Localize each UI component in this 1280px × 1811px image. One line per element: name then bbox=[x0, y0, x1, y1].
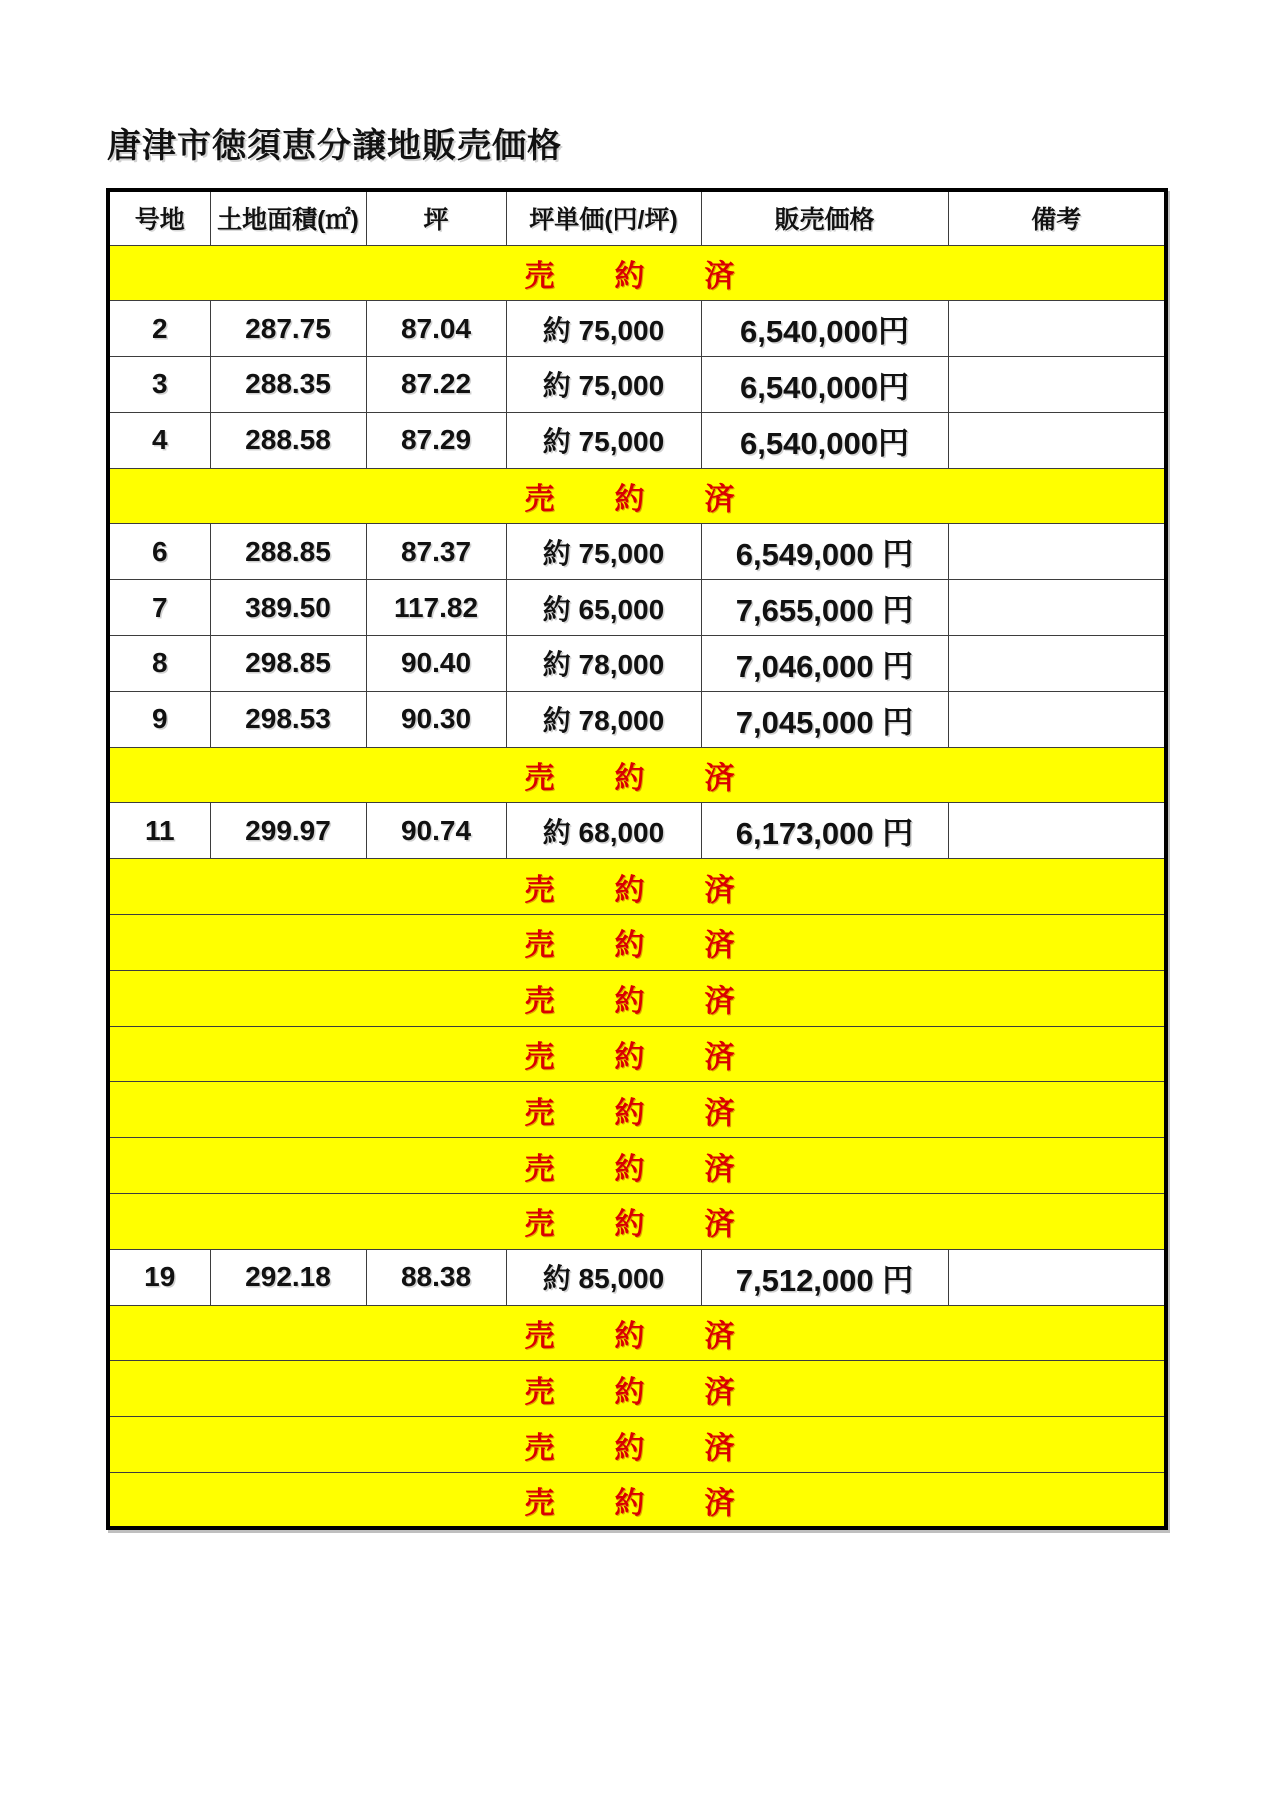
sold-out-row bbox=[108, 1194, 1166, 1250]
table-row bbox=[108, 691, 1166, 747]
sold-out-label: 売 約 済 bbox=[108, 970, 1166, 1026]
tsubo-cell: 87.22 bbox=[366, 357, 506, 413]
unit-price-cell: 約 78,000 bbox=[506, 636, 701, 692]
land-area-cell: 389.50 bbox=[210, 580, 366, 636]
sold-out-row bbox=[108, 1305, 1166, 1361]
sold-out-row bbox=[108, 859, 1166, 915]
table-header bbox=[108, 190, 1166, 245]
land-area-cell: 288.58 bbox=[210, 412, 366, 468]
land-area-cell: 288.35 bbox=[210, 357, 366, 413]
unit-price-cell: 約 65,000 bbox=[506, 580, 701, 636]
tsubo-cell: 88.38 bbox=[366, 1249, 506, 1305]
col-unit-price: 坪単価(円/坪) bbox=[506, 190, 701, 245]
lot-number-cell: 4 bbox=[108, 412, 210, 468]
sold-out-row bbox=[108, 468, 1166, 524]
table-row bbox=[108, 580, 1166, 636]
lot-number-cell: 19 bbox=[108, 1249, 210, 1305]
tsubo-cell: 87.37 bbox=[366, 524, 506, 580]
sale-price-cell: 6,540,000円 bbox=[701, 301, 948, 357]
tsubo-cell: 87.04 bbox=[366, 301, 506, 357]
sale-price-cell: 7,046,000 円 bbox=[701, 636, 948, 692]
col-tsubo: 坪 bbox=[366, 190, 506, 245]
remarks-cell bbox=[948, 691, 1166, 747]
tsubo-cell: 117.82 bbox=[366, 580, 506, 636]
unit-price-cell: 約 75,000 bbox=[506, 301, 701, 357]
sale-price-cell: 7,045,000 円 bbox=[701, 691, 948, 747]
col-remarks: 備考 bbox=[948, 190, 1166, 245]
page-title: 唐津市徳須恵分譲地販売価格 bbox=[107, 127, 562, 165]
unit-price-cell: 約 75,000 bbox=[506, 524, 701, 580]
sold-out-row bbox=[108, 970, 1166, 1026]
table-row bbox=[108, 636, 1166, 692]
lot-number-cell: 9 bbox=[108, 691, 210, 747]
table-row bbox=[108, 1249, 1166, 1305]
remarks-cell bbox=[948, 412, 1166, 468]
remarks-cell bbox=[948, 357, 1166, 413]
land-area-cell: 288.85 bbox=[210, 524, 366, 580]
sold-out-row bbox=[108, 1361, 1166, 1417]
header-row bbox=[108, 190, 1166, 245]
table-body bbox=[108, 245, 1166, 1528]
sold-out-label: 売 約 済 bbox=[108, 859, 1166, 915]
sale-price-cell: 6,173,000 円 bbox=[701, 803, 948, 859]
remarks-cell bbox=[948, 636, 1166, 692]
lot-number-cell: 6 bbox=[108, 524, 210, 580]
sold-out-label: 売 約 済 bbox=[108, 1026, 1166, 1082]
remarks-cell bbox=[948, 803, 1166, 859]
sold-out-label: 売 約 済 bbox=[108, 468, 1166, 524]
sold-out-label: 売 約 済 bbox=[108, 1361, 1166, 1417]
sold-out-row bbox=[108, 1026, 1166, 1082]
unit-price-cell: 約 85,000 bbox=[506, 1249, 701, 1305]
remarks-cell bbox=[948, 524, 1166, 580]
land-price-table bbox=[106, 188, 1168, 1530]
land-area-cell: 292.18 bbox=[210, 1249, 366, 1305]
sold-out-label: 売 約 済 bbox=[108, 1473, 1166, 1529]
sold-out-row bbox=[108, 1138, 1166, 1194]
sold-out-label: 売 約 済 bbox=[108, 1194, 1166, 1250]
sold-out-label: 売 約 済 bbox=[108, 1417, 1166, 1473]
sold-out-label: 売 約 済 bbox=[108, 915, 1166, 971]
sold-out-label: 売 約 済 bbox=[108, 1305, 1166, 1361]
table-row bbox=[108, 412, 1166, 468]
remarks-cell bbox=[948, 301, 1166, 357]
lot-number-cell: 8 bbox=[108, 636, 210, 692]
remarks-cell bbox=[948, 1249, 1166, 1305]
col-area: 土地面積(㎡) bbox=[210, 190, 366, 245]
col-sale-price: 販売価格 bbox=[701, 190, 948, 245]
sale-price-cell: 6,540,000円 bbox=[701, 357, 948, 413]
sold-out-row bbox=[108, 1417, 1166, 1473]
remarks-cell bbox=[948, 580, 1166, 636]
unit-price-cell: 約 68,000 bbox=[506, 803, 701, 859]
lot-number-cell: 2 bbox=[108, 301, 210, 357]
sale-price-cell: 6,549,000 円 bbox=[701, 524, 948, 580]
sold-out-label: 売 約 済 bbox=[108, 1082, 1166, 1138]
table-row bbox=[108, 803, 1166, 859]
table-row bbox=[108, 301, 1166, 357]
sold-out-row bbox=[108, 1082, 1166, 1138]
land-area-cell: 287.75 bbox=[210, 301, 366, 357]
sold-out-row bbox=[108, 747, 1166, 803]
tsubo-cell: 90.40 bbox=[366, 636, 506, 692]
unit-price-cell: 約 75,000 bbox=[506, 412, 701, 468]
lot-number-cell: 11 bbox=[108, 803, 210, 859]
table-row bbox=[108, 524, 1166, 580]
lot-number-cell: 3 bbox=[108, 357, 210, 413]
sold-out-label: 売 約 済 bbox=[108, 245, 1166, 301]
land-area-cell: 298.53 bbox=[210, 691, 366, 747]
unit-price-cell: 約 75,000 bbox=[506, 357, 701, 413]
sale-price-cell: 6,540,000円 bbox=[701, 412, 948, 468]
unit-price-cell: 約 78,000 bbox=[506, 691, 701, 747]
land-area-cell: 299.97 bbox=[210, 803, 366, 859]
sold-out-label: 売 約 済 bbox=[108, 747, 1166, 803]
tsubo-cell: 90.74 bbox=[366, 803, 506, 859]
table-row bbox=[108, 357, 1166, 413]
col-lot: 号地 bbox=[108, 190, 210, 245]
land-area-cell: 298.85 bbox=[210, 636, 366, 692]
sale-price-cell: 7,512,000 円 bbox=[701, 1249, 948, 1305]
sold-out-row bbox=[108, 245, 1166, 301]
tsubo-cell: 90.30 bbox=[366, 691, 506, 747]
sold-out-row bbox=[108, 915, 1166, 971]
sold-out-row bbox=[108, 1473, 1166, 1529]
lot-number-cell: 7 bbox=[108, 580, 210, 636]
tsubo-cell: 87.29 bbox=[366, 412, 506, 468]
sold-out-label: 売 約 済 bbox=[108, 1138, 1166, 1194]
sale-price-cell: 7,655,000 円 bbox=[701, 580, 948, 636]
